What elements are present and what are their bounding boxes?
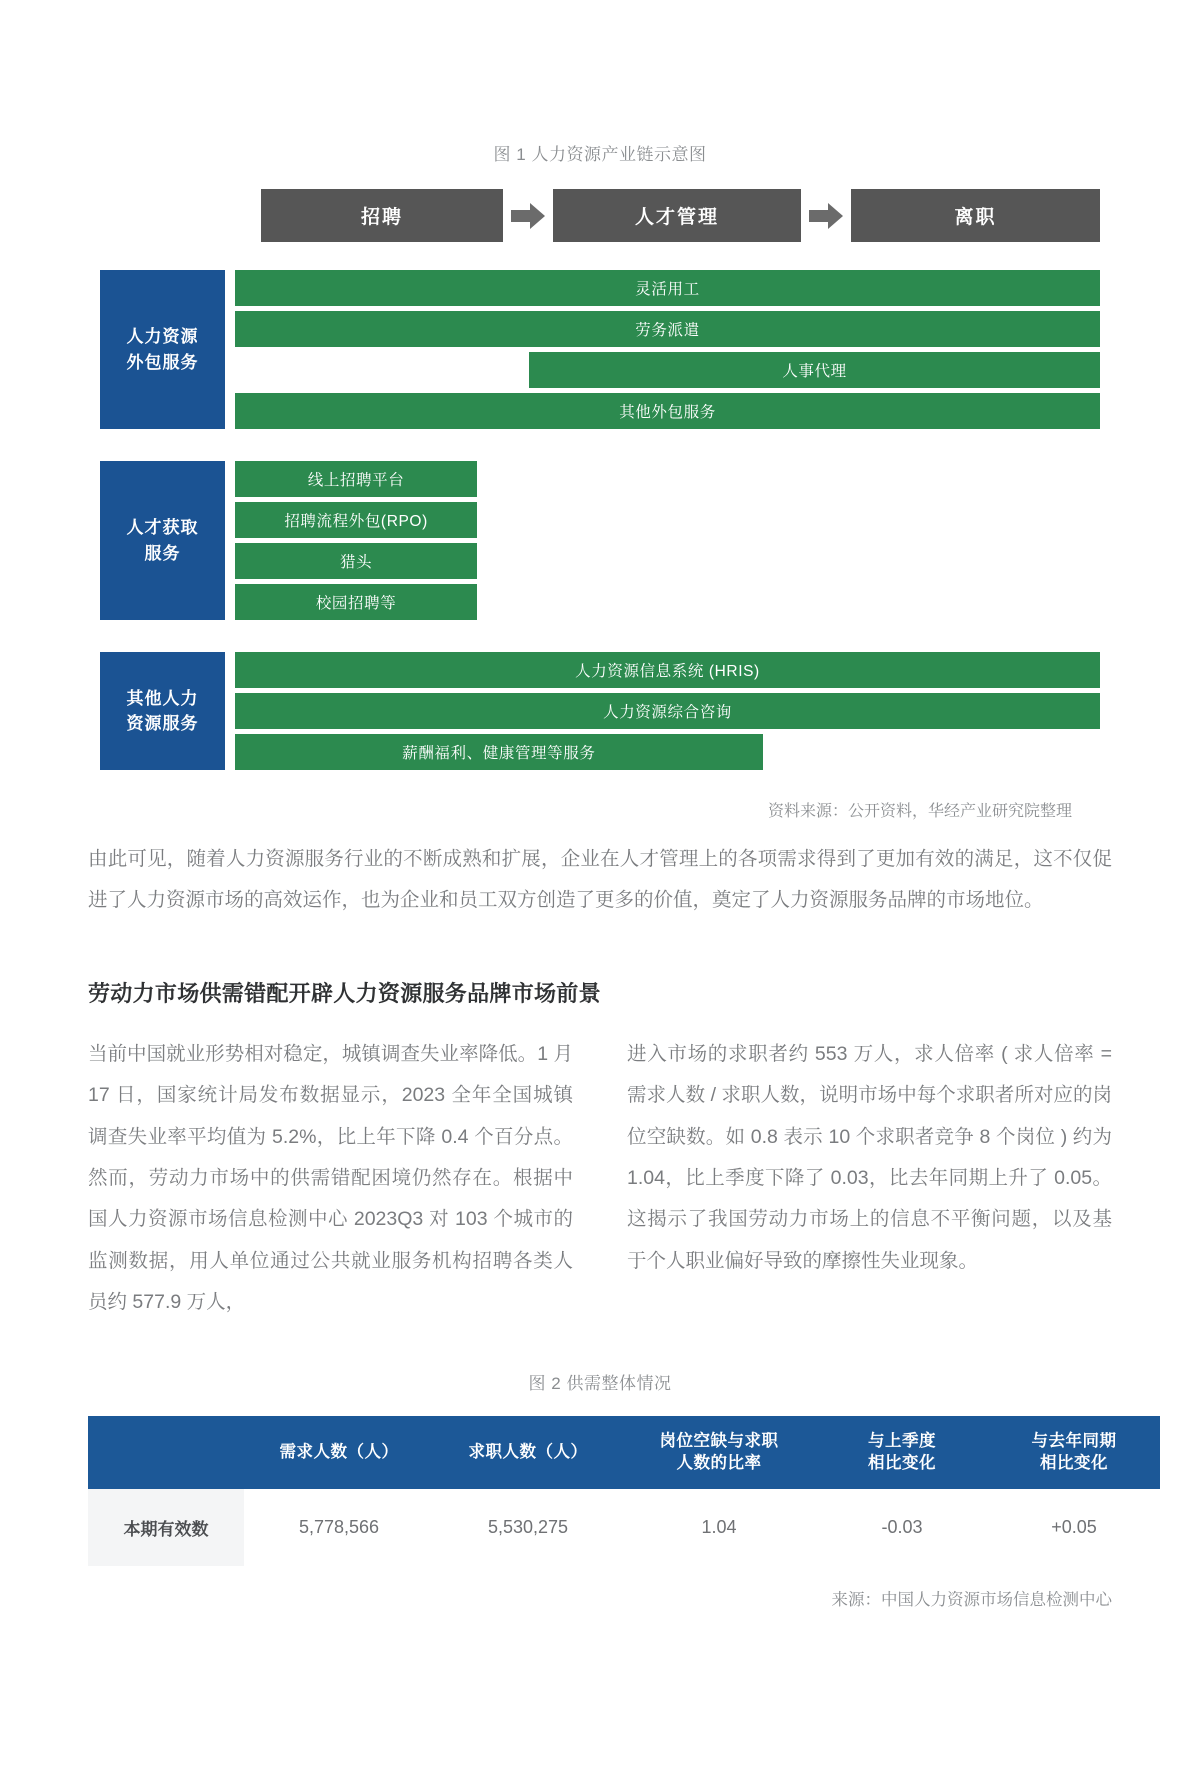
header-line2: 人数的比率 [676, 1454, 762, 1473]
bar-line [235, 584, 1100, 620]
right-arrow-icon-2 [801, 203, 851, 229]
group-label-line1: 其他人力 [126, 688, 199, 708]
bar-line [235, 502, 1100, 538]
group-label-line1: 人才获取 [126, 518, 199, 537]
table-header-demand: 需求人数（人） [244, 1416, 434, 1489]
bar-line [235, 543, 1100, 579]
body-column-right: 进入市场的求职者约 553 万人，求人倍率 ( 求人倍率 = 需求人数 / 求职人数，说明市场中每个求职者所对应的岗位空缺数。如 0.8 表示 10 个求职者竞争 8 个岗位 ) 约为 1.04，比上季度下降了 0.03，比去年同期上升了 0.05。这揭示了我国劳动力市场上的信息不平衡问题，以及基于个人职业偏好导致的摩擦性失业现象。 [627, 1042, 1112, 1272]
table-header-row [88, 1416, 1160, 1489]
bar-line [235, 352, 1100, 388]
group-talent-acquisition [100, 461, 1100, 620]
body-area [88, 839, 1112, 1323]
bar-compensation-health: 薪酬福利、健康管理等服务 [235, 734, 763, 770]
figure2-caption: 图 2 供需整体情况 [528, 1374, 672, 1394]
table-row [88, 1489, 1160, 1566]
table-cell-seekers: 5,530,275 [434, 1489, 622, 1566]
header-line2: 相比变化 [868, 1454, 936, 1473]
bar-line [235, 311, 1100, 347]
bar-headhunting: 猎头 [235, 543, 477, 579]
right-arrow-icon-1 [503, 203, 553, 229]
group-label-line1: 人力资源 [126, 327, 199, 346]
bar-campus-recruitment: 校园招聘等 [235, 584, 477, 620]
paragraph-intro: 由此可见，随着人力资源服务行业的不断成熟和扩展，企业在人才管理上的各项需求得到了更加有效的满足，这不仅促进了人力资源市场的高效运作，也为企业和员工双方创造了更多的价值，奠定了人力资源服务品牌的市场地位。 [88, 848, 1112, 911]
bar-hris: 人力资源信息系统 (HRIS) [235, 652, 1100, 688]
bar-line [235, 693, 1100, 729]
bar-rpo: 招聘流程外包(RPO) [235, 502, 477, 538]
supply-demand-table [88, 1416, 1160, 1566]
two-column-body [88, 1034, 1112, 1323]
table-cell-yoy: +0.05 [988, 1489, 1160, 1566]
table-header-seekers: 求职人数（人） [434, 1416, 622, 1489]
figure2-source: 来源：中国人力资源市场信息检测中心 [831, 1590, 1112, 1609]
group-bars-other-hr [235, 652, 1100, 770]
table-header [88, 1416, 1160, 1489]
stage-box-talent-management: 人才管理 [553, 189, 801, 242]
figure1-source: 资料来源：公开资料，华经产业研究院整理 [767, 803, 1072, 820]
figure1-caption: 图 1 人力资源产业链示意图 [493, 145, 707, 164]
group-bars-outsourcing [235, 270, 1100, 429]
table-cell-ratio: 1.04 [622, 1489, 816, 1566]
group-label-outsourcing [100, 270, 225, 429]
bar-online-platform: 线上招聘平台 [235, 461, 477, 497]
value-chain-diagram [100, 189, 1100, 821]
header-line1: 与上季度 [868, 1432, 936, 1451]
group-bars-talent-acquisition [235, 461, 1100, 620]
group-label-line2: 服务 [144, 543, 181, 563]
bar-line [235, 652, 1100, 688]
body-column-left: 当前中国就业形势相对稳定，城镇调查失业率降低。1 月 17 日，国家统计局发布数据显示，2023 全年全国城镇调查失业率平均值为 5.2%，比上年下降 0.4 个百分点。然而，劳动力市场中的供需错配困境仍然存在。根据中国人力资源市场信息检测中心 2023Q3 对 103 个城市的监测数据，用人单位通过公共就业服务机构招聘各类人员约 577.9 万人， [88, 1042, 573, 1313]
header-line1: 与去年同期 [1031, 1432, 1117, 1451]
header-line1: 岗位空缺与求职 [659, 1432, 779, 1451]
bar-other-outsourcing: 其他外包服务 [235, 393, 1100, 429]
header-line2: 相比变化 [1040, 1454, 1108, 1473]
table-cell-qoq: -0.03 [816, 1489, 988, 1566]
table-header-ratio [622, 1416, 816, 1489]
table-body [88, 1489, 1160, 1566]
table-header-yoy [988, 1416, 1160, 1489]
table-row-label: 本期有效数 [88, 1489, 244, 1566]
bar-line [235, 734, 1100, 770]
stage-row [261, 189, 1100, 242]
group-label-talent-acquisition [100, 461, 225, 620]
bar-line [235, 393, 1100, 429]
group-other-hr-services [100, 652, 1100, 770]
bar-line [235, 270, 1100, 306]
right-arrow-icon [809, 203, 843, 229]
group-label-line2: 外包服务 [126, 352, 199, 372]
table-header-corner [88, 1416, 244, 1489]
stage-box-recruitment: 招聘 [261, 189, 503, 242]
table-header-qoq [816, 1416, 988, 1489]
bar-spacer [235, 352, 529, 388]
bar-labor-dispatch: 劳务派遣 [235, 311, 1100, 347]
group-label-other-hr [100, 652, 225, 770]
right-arrow-icon [511, 203, 545, 229]
bar-hr-consulting: 人力资源综合咨询 [235, 693, 1100, 729]
group-outsourcing-services [100, 270, 1100, 429]
stage-box-offboarding: 离职 [851, 189, 1100, 242]
bar-flexible-staffing: 灵活用工 [235, 270, 1100, 306]
section-heading: 劳动力市场供需错配开辟人力资源服务品牌市场前景 [88, 980, 601, 1006]
bar-hr-agency: 人事代理 [529, 352, 1100, 388]
group-label-line2: 资源服务 [126, 714, 199, 733]
bar-line [235, 461, 1100, 497]
table-cell-demand: 5,778,566 [244, 1489, 434, 1566]
